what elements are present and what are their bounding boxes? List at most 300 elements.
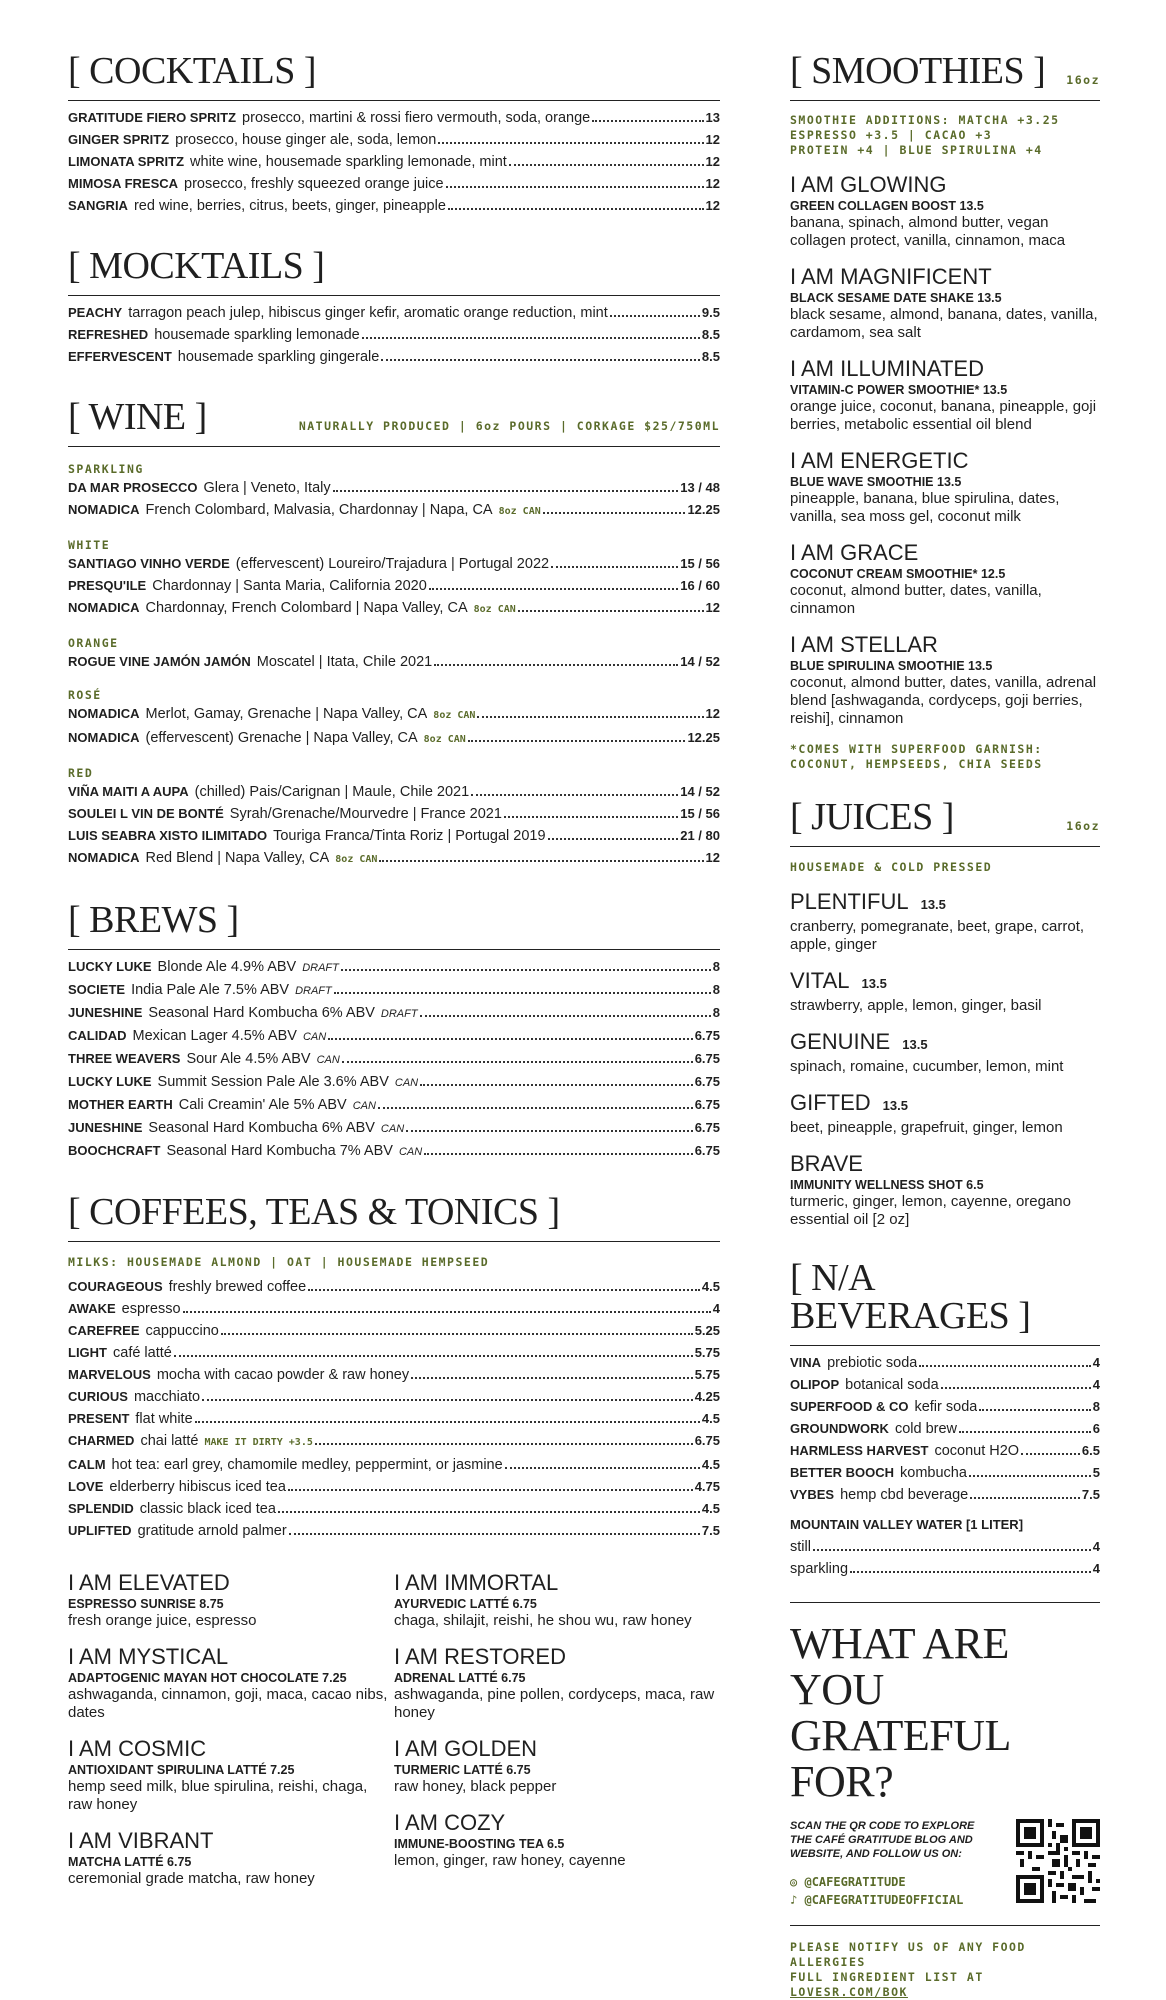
leader-dots [334,992,711,994]
item-price: 21 / 80 [680,828,720,843]
item-price: 4 [712,1301,720,1316]
item-description: Red Blend | Napa Valley, CA [145,850,330,866]
coffees-section [68,1193,720,1888]
wine-group-label: RED [68,766,94,780]
special-subtitle: AYURVEDIC LATTÉ 6.75 [394,1597,537,1611]
wine-title: [ WINE ] NATURALLY PRODUCED | 6oz POURS | CORKAGE $25/750ML [68,398,720,447]
leader-dots [446,186,704,188]
item-price: 6.75 [694,1143,720,1158]
leader-dots [850,1571,1091,1573]
item-name: BOOCHCRAFT [68,1143,161,1158]
smoothies-title: [ SMOOTHIES ] 16oz [790,52,1100,101]
garnish-note: *COMES WITH SUPERFOOD GARNISH: COCONUT, HEMPSEEDS, CHIA SEEDS [790,742,1043,771]
item-description: Seasonal Hard Kombucha 7% ABV [166,1143,393,1159]
leader-dots [813,1549,1091,1551]
juice-title [790,968,1100,997]
item-name: CAREFREE [68,1323,140,1338]
juice-name: PLENTIFUL [790,889,909,914]
leader-dots [969,1475,1091,1477]
special-subtitle: VITAMIN-C POWER SMOOTHIE* 13.5 [790,383,1008,397]
juice-item [790,1151,1100,1229]
leader-dots [543,512,686,514]
special-subtitle: GREEN COLLAGEN BOOST 13.5 [790,199,984,213]
leader-dots [468,740,686,742]
menu-item-row [68,597,720,621]
instagram-link[interactable]: ◎ @CAFEGRATITUDE [790,1875,906,1889]
water-row [790,1536,1100,1558]
juice-item [790,968,1100,1015]
juice-price: 13.5 [902,1037,928,1052]
item-price: 13 [705,110,720,125]
item-description: (effervescent) Loureiro/Trajadura | Portugal 2022 [235,556,550,572]
leader-dots [202,1399,693,1401]
item-price: 6 [1092,1421,1100,1436]
menu-item-row [68,302,720,324]
special-title: I AM GLOWING [790,172,947,197]
juice-subtitle: IMMUNITY WELLNESS SHOT 6.5 [790,1178,984,1192]
item-description: housemade sparkling gingerale [177,349,380,365]
leader-dots [610,315,700,317]
item-description: white wine, housemade sparkling lemonade, mint [190,154,507,170]
smoothie-item [790,632,1100,728]
item-name: NOMADICA [68,502,140,517]
special-subtitle: IMMUNE-BOOSTING TEA 6.5 [394,1837,565,1851]
menu-item-row [68,727,720,751]
special-description: ashwaganda, pine pollen, cordyceps, maca, raw honey [394,1686,715,1721]
item-tag: CAN [394,1077,419,1089]
special-title: I AM ENERGETIC [790,448,969,473]
item-description: Touriga Franca/Tinta Roriz | Portugal 2019 [273,828,546,844]
item-name: CHARMED [68,1433,135,1448]
smoothie-item [790,172,1100,250]
cocktails-section [68,52,720,217]
item-description: gratitude arnold palmer [137,1523,287,1539]
item-name: DA MAR PROSECCO [68,480,198,495]
leader-dots [448,208,704,210]
special-title: I AM IMMORTAL [394,1570,559,1595]
smoothie-item [790,448,1100,526]
item-name: LUCKY LUKE [68,959,152,974]
coffees-title: [ COFFEES, TEAS & TONICS ] [68,1193,720,1242]
special-subtitle: ADRENAL LATTÉ 6.75 [394,1671,526,1685]
na-section [790,1259,1100,1580]
item-description: kombucha [900,1465,967,1481]
leader-dots [959,1431,1091,1433]
item-name: SUPERFOOD & CO [790,1399,909,1414]
special-title: I AM COZY [394,1810,506,1835]
item-price: 15 / 56 [680,556,720,571]
menu-item-row [68,1364,720,1386]
item-tag: DRAFT [302,962,339,974]
item-name: SOULEI L VIN DE BONTÉ [68,806,224,821]
water-title: MOUNTAIN VALLEY WATER [1 LITER] [790,1517,1024,1532]
menu-item-row [68,1298,720,1320]
wine-group-label: ROSÉ [68,688,102,702]
menu-item-row [790,1462,1100,1484]
special-subtitle: BLACK SESAME DATE SHAKE 13.5 [790,291,1002,305]
leader-dots [592,120,703,122]
item-price: 6.75 [694,1433,720,1448]
item-description: Moscatel | Itata, Chile 2021 [256,654,433,670]
leader-dots [420,1084,693,1086]
specials-right [394,1556,720,1888]
item-price: 4.5 [701,1457,720,1472]
item-description: (effervescent) Grenache | Napa Valley, CA [145,730,418,746]
leader-dots [381,359,700,361]
item-tag: 8oz CAN [335,854,378,865]
special-item [394,1570,720,1630]
item-price: 5.75 [694,1367,720,1382]
item-description: cappuccino [145,1323,219,1339]
item-tag: CAN [352,1100,376,1112]
item-description: (chilled) Pais/Carignan | Maule, Chile 2021 [194,784,470,800]
juice-description: spinach, romaine, cucumber, lemon, mint [790,1058,1064,1075]
item-price: 4 [1092,1377,1100,1392]
leader-dots [1021,1453,1080,1455]
special-item [394,1736,720,1796]
item-price: 8 [712,959,720,974]
item-description: prebiotic soda [827,1355,918,1371]
item-price: 9.5 [701,305,720,320]
item-price: 14 / 52 [680,654,720,669]
item-description: coconut H2O [934,1443,1020,1459]
item-description: classic black iced tea [139,1501,276,1517]
juice-item [790,889,1100,954]
item-name: NOMADICA [68,730,140,745]
wine-group-label: WHITE [68,538,111,552]
smoothie-item [790,264,1100,342]
menu-item-row [68,1048,720,1071]
item-price: 6.75 [694,1120,720,1135]
menu-item-row [68,1476,720,1498]
item-description: Glera | Veneto, Italy [203,480,331,496]
leader-dots [333,490,679,492]
leader-dots [328,1038,693,1040]
smoothie-item [790,356,1100,434]
smoothies-size: 16oz [1066,72,1100,87]
item-name: CALIDAD [68,1028,127,1043]
menu-item-row [790,1374,1100,1396]
item-description: cold brew [894,1421,957,1437]
menu-item-row [790,1418,1100,1440]
item-name: VIÑA MAITI A AUPA [68,784,189,799]
special-subtitle: BLUE SPIRULINA SMOOTHIE 13.5 [790,659,993,673]
menu-item-row [68,1430,720,1454]
milks-note: MILKS: HOUSEMADE ALMOND | OAT | HOUSEMADE HEMPSEED [68,1255,490,1269]
brews-section [68,901,720,1163]
juice-price: 13.5 [920,897,946,912]
item-description: botanical soda [845,1377,939,1393]
item-description: tarragon peach julep, hibiscus ginger kefir, aromatic orange reduction, mint [128,305,608,321]
item-description: Blonde Ale 4.9% ABV [157,959,297,975]
item-name: NOMADICA [68,850,140,865]
item-price: 12 [705,198,720,213]
menu-item-row [68,1520,720,1542]
item-description: French Colombard, Malvasia, Chardonnay | Napa, CA [145,502,493,518]
leader-dots [308,1289,700,1291]
leader-dots [509,164,704,166]
special-title: I AM MAGNIFICENT [790,264,992,289]
menu-item-row [68,1140,720,1163]
item-description: flat white [135,1411,193,1427]
item-name: CALM [68,1457,106,1472]
special-description: coconut, almond butter, dates, vanilla, adrenal blend [ashwaganda, cordyceps, goji berries, reishi], cinnamon [790,674,1097,727]
item-price: 8 [1092,1399,1100,1414]
item-name: PRESENT [68,1411,130,1426]
special-description: ceremonial grade matcha, raw honey [68,1870,315,1887]
special-subtitle: MATCHA LATTÉ 6.75 [68,1855,192,1869]
special-title: I AM GRACE [790,540,919,565]
menu-item-row [68,1117,720,1140]
special-item [394,1810,720,1870]
special-title: I AM STELLAR [790,632,938,657]
item-name: LOVE [68,1479,104,1494]
item-name: JUNESHINE [68,1120,143,1135]
item-tag: DRAFT [380,1008,418,1020]
special-description: black sesame, almond, banana, dates, vanilla, cardamom, sea salt [790,306,1098,341]
special-item [394,1644,720,1722]
item-name: COURAGEOUS [68,1279,163,1294]
item-name: AWAKE [68,1301,116,1316]
menu-item-row [68,346,720,368]
item-tag: DRAFT [295,985,332,997]
menu-item-row [68,107,720,129]
menu-item-row [68,173,720,195]
item-name: JUNESHINE [68,1005,143,1020]
ingredient-link[interactable]: LOVESR.COM/BOK [790,1985,908,1999]
item-name: SANTIAGO VINHO VERDE [68,556,230,571]
smoothies-section [790,52,1100,772]
juice-name: GENUINE [790,1029,891,1054]
item-name: PEACHY [68,305,123,320]
item-price: 8.5 [701,327,720,342]
item-description: prosecco, freshly squeezed orange juice [184,176,444,192]
special-subtitle: ESPRESSO SUNRISE 8.75 [68,1597,224,1611]
item-description: prosecco, house ginger ale, soda, lemon [175,132,437,148]
item-description: Cali Creamin' Ale 5% ABV [178,1097,347,1113]
item-price: 8.5 [701,349,720,364]
smoothie-additions: SMOOTHIE ADDITIONS: MATCHA +3.25 ESPRESSO +3.5 | CACAO +3 PROTEIN +4 | BLUE SPIRULINA +4 [790,113,1060,157]
item-price: 16 / 60 [680,578,720,593]
item-name: UPLIFTED [68,1523,132,1538]
leader-dots [278,1511,700,1513]
menu-item-row [68,324,720,346]
item-description: Seasonal Hard Kombucha 6% ABV [148,1120,375,1136]
menu-item-row [68,1276,720,1298]
item-description: macchiato [133,1389,201,1405]
menu-item-row [68,151,720,173]
special-description: hemp seed milk, blue spirulina, reishi, chaga, raw honey [68,1778,368,1813]
tiktok-link[interactable]: ♪ @CAFEGRATITUDEOFFICIAL [790,1893,964,1907]
leader-dots [518,610,704,612]
juices-note: HOUSEMADE & COLD PRESSED [790,860,993,874]
menu-item-row [68,979,720,1002]
special-description: ashwaganda, cinnamon, goji, maca, cacao nibs, dates [68,1686,388,1721]
item-description: hot tea: earl grey, chamomile medley, peppermint, or jasmine [111,1457,503,1473]
special-subtitle: TURMERIC LATTÉ 6.75 [394,1763,531,1777]
leader-dots [505,1467,700,1469]
item-name: EFFERVESCENT [68,349,172,364]
item-description: Merlot, Gamay, Grenache | Napa Valley, CA [145,706,428,722]
water-row [790,1558,1100,1580]
item-description: hemp cbd beverage [840,1487,969,1503]
special-description: fresh orange juice, espresso [68,1612,257,1629]
menu-item-row [68,575,720,597]
special-item [68,1644,394,1722]
item-price: 6.75 [694,1074,720,1089]
menu-item-row [68,1342,720,1364]
item-description: Chardonnay, French Colombard | Napa Valley, CA [145,600,468,616]
item-price: 4.5 [701,1411,720,1426]
item-price: 8 [712,1005,720,1020]
leader-dots [174,1355,693,1357]
menu-item-row [68,1320,720,1342]
item-name: OLIPOP [790,1377,840,1392]
special-item [68,1828,394,1888]
leader-dots [429,588,678,590]
item-name: GINGER SPRITZ [68,132,170,147]
item-name: GRATITUDE FIERO SPRITZ [68,110,237,125]
juice-item [790,1090,1100,1137]
item-description: Sour Ale 4.5% ABV [186,1051,311,1067]
item-description: chai latté [140,1433,199,1449]
leader-dots [341,969,711,971]
item-tag: 8oz CAN [498,506,541,517]
item-tag: CAN [316,1054,340,1066]
leader-dots [548,838,679,840]
item-tag: CAN [380,1123,405,1135]
item-price: 8 [712,982,720,997]
menu-item-row [68,1454,720,1476]
item-price: 12.25 [687,730,720,745]
juices-size: 16oz [1066,818,1100,833]
item-price: 14 / 52 [680,784,720,799]
item-name: CURIOUS [68,1389,128,1404]
leader-dots [420,1015,711,1017]
item-tag: CAN [398,1146,423,1158]
item-name: HARMLESS HARVEST [790,1443,929,1458]
item-price: 13 / 48 [680,480,720,495]
item-description: kefir soda [914,1399,978,1415]
leader-dots [378,1107,693,1109]
wine-section [68,398,720,871]
leader-dots [362,337,700,339]
item-tag: CAN [302,1031,327,1043]
item-price: 12 [705,706,720,721]
item-tag: 8oz CAN [423,734,466,745]
juice-name: BRAVE [790,1151,863,1176]
menu-item-row [68,825,720,847]
brews-title: [ BREWS ] [68,901,720,950]
menu-item-row [68,1002,720,1025]
leader-dots [379,860,703,862]
leader-dots [438,142,703,144]
menu-item-row [68,1071,720,1094]
special-title: I AM VIBRANT [68,1828,214,1853]
item-price: 7.5 [701,1523,720,1538]
juices-section [790,798,1100,1229]
leader-dots [551,566,678,568]
juice-title [790,889,1100,918]
juice-name: GIFTED [790,1090,871,1115]
item-price: 5 [1092,1465,1100,1480]
item-price: 12 [705,154,720,169]
water-name: still [790,1539,811,1555]
special-description: lemon, ginger, raw honey, cayenne [394,1852,626,1869]
item-name: SANGRIA [68,198,128,213]
item-name: BETTER BOOCH [790,1465,894,1480]
item-description: Summit Session Pale Ale 3.6% ABV [157,1074,389,1090]
leader-dots [289,1533,700,1535]
leader-dots [288,1489,693,1491]
menu-item-row [68,781,720,803]
leader-dots [504,816,678,818]
item-description: India Pale Ale 7.5% ABV [131,982,290,998]
water-name: sparkling [790,1561,849,1577]
item-price: 5.75 [694,1345,720,1360]
juices-title: [ JUICES ] 16oz [790,798,1100,847]
juice-description: beet, pineapple, grapefruit, ginger, lemon [790,1119,1063,1136]
item-price: 15 / 56 [680,806,720,821]
item-description: elderberry hibiscus iced tea [109,1479,286,1495]
special-title: I AM ELEVATED [68,1570,230,1595]
leader-dots [342,1061,693,1063]
leader-dots [941,1387,1091,1389]
qr-code[interactable] [1016,1819,1100,1903]
scan-text: SCAN THE QR CODE TO EXPLORE THE CAFÉ GRATITUDE BLOG AND WEBSITE, AND FOLLOW US ON: [790,1820,975,1860]
leader-dots [424,1153,693,1155]
special-item [68,1736,394,1814]
specials-left [68,1556,394,1888]
item-price: 12 [705,850,720,865]
menu-item-row [790,1484,1100,1506]
item-price: 6.75 [694,1028,720,1043]
item-name: LIGHT [68,1345,107,1360]
menu-item-row [790,1440,1100,1462]
special-subtitle: BLUE WAVE SMOOTHIE 13.5 [790,475,962,489]
item-price: 4 [1092,1355,1100,1370]
special-description: pineapple, banana, blue spirulina, dates, vanilla, sea moss gel, coconut milk [790,490,1060,525]
item-description: espresso [121,1301,181,1317]
special-description: coconut, almond butter, dates, vanilla, cinnamon [790,582,1042,617]
item-price: 6.75 [694,1051,720,1066]
special-title: I AM RESTORED [394,1644,566,1669]
na-title: [ N/A BEVERAGES ] [790,1259,1100,1346]
left-column [68,0,720,1888]
item-price: 12 [705,176,720,191]
right-column [790,0,1100,2000]
menu-item-row [68,477,720,499]
special-title: I AM MYSTICAL [68,1644,229,1669]
leader-dots [970,1497,1080,1499]
leader-dots [434,664,678,666]
smoothie-item [790,540,1100,618]
item-price: 6.5 [1081,1443,1100,1458]
item-name: MOTHER EARTH [68,1097,173,1112]
leader-dots [221,1333,693,1335]
menu-item-row [68,1498,720,1520]
leader-dots [195,1421,700,1423]
juice-title [790,1090,1100,1119]
item-name: NOMADICA [68,706,140,721]
leader-dots [471,794,678,796]
special-description: orange juice, coconut, banana, pineapple, goji berries, metabolic essential oil blend [790,398,1097,433]
item-price: 6.75 [694,1097,720,1112]
juice-description: cranberry, pomegranate, beet, grape, carrot, apple, ginger [790,918,1085,953]
mocktails-section [68,247,720,368]
juice-item [790,1029,1100,1076]
special-title: I AM GOLDEN [394,1736,538,1761]
